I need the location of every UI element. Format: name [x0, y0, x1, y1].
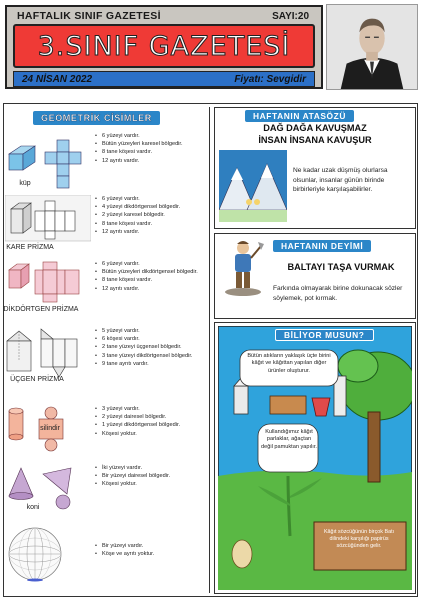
did-you-know-title: BİLİYOR MUSUN?	[275, 329, 374, 341]
masthead	[5, 5, 323, 89]
shape-fact: • 1 yüzeyi dikdörtgensel bölgedir.	[95, 421, 210, 429]
idiom-section-title: HAFTANIN DEYİMİ	[273, 240, 371, 252]
shape-facts	[95, 405, 210, 438]
issue-number: SAYI:20	[272, 11, 309, 22]
shape-fact: • Köşesi yoktur.	[95, 480, 210, 488]
shape-fact: • Bütün yüzeyleri dikdörtgensel bölgedir.	[95, 268, 210, 276]
shape-fact: • Köşe ve ayrıtı yoktur.	[95, 550, 210, 558]
newspaper-title: 3.SINIF GAZETESİ	[37, 30, 291, 62]
did-you-know-fact-1: Bütün atıkların yaklaşık üçte birini kâğıt ve kâğıttan yapılan diğer ürünler oluşturur.	[247, 353, 331, 374]
shape-facts	[95, 464, 210, 489]
shape-fact: • Bütün yüzeyleri karesel bölgedir.	[95, 140, 210, 148]
shape-facts	[95, 260, 210, 293]
shape-row-rectangular-prism	[5, 260, 210, 324]
did-you-know-section	[214, 322, 416, 594]
shape-name: silindir	[40, 425, 60, 432]
did-you-know-fact-2: Kullandığımız kâğıt parlaklar, ağaçtan değil pamuktan yapılır.	[261, 429, 317, 450]
shape-fact: • 8 tane köşesi vardır.	[95, 220, 210, 228]
shape-fact: • 6 yüzeyi vardır.	[95, 260, 210, 268]
shape-fact: • 6 köşesi vardır.	[95, 335, 210, 343]
shape-fact: • 12 ayrıtı vardır.	[95, 157, 210, 165]
shape-fact: • 2 yüzeyi dairesel bölgedir.	[95, 413, 210, 421]
cylinder-illustration	[5, 405, 91, 469]
shape-row-cylinder	[5, 405, 210, 469]
rectangular-prism-illustration	[5, 260, 91, 324]
shape-fact: • 12 ayrıtı vardır.	[95, 228, 210, 236]
shape-facts	[95, 327, 210, 368]
shape-row-square-prism	[5, 195, 210, 259]
shape-fact: • 2 yüzeyi karesel bölgedir.	[95, 211, 210, 219]
mountains-illustration	[219, 150, 287, 222]
proverb-line-2: İNSAN İNSANA KAVUŞUR	[258, 135, 372, 145]
shape-name: koni	[26, 504, 40, 511]
shape-fact: • 6 yüzeyi vardır.	[95, 132, 210, 140]
shape-fact: • Bir yüzeyi vardır.	[95, 542, 210, 550]
shape-row-triangular-prism	[5, 327, 210, 391]
shape-facts	[95, 195, 210, 236]
shape-fact: • 12 ayrıtı vardır.	[95, 285, 210, 293]
shape-name: KARE PRİZMA	[6, 244, 54, 251]
cone-illustration	[5, 464, 91, 528]
shape-row-cube	[5, 132, 210, 196]
shape-fact: • 3 tane yüzeyi dikdörtgensel bölgedir.	[95, 352, 210, 360]
shape-fact: • İki yüzeyi vardır.	[95, 464, 210, 472]
shape-fact: • 6 yüzeyi vardır.	[95, 195, 210, 203]
did-you-know-fact-3: Kâğıt sözcüğünün birçok Batı dilindeki karşılığı papirüs sözcüğünden gelir.	[323, 529, 395, 550]
masthead-footer	[13, 71, 315, 87]
title-band	[13, 24, 315, 68]
idiom-section	[214, 233, 416, 319]
proverb-section	[214, 107, 416, 229]
portrait-illustration	[327, 5, 417, 89]
sphere-illustration	[5, 524, 91, 588]
idiom-text: BALTAYI TAŞA VURMAK	[287, 262, 395, 272]
shape-fact: • 4 yüzeyi dikdörtgensel bölgedir.	[95, 203, 210, 211]
portrait-photo	[326, 4, 418, 90]
idiom-explanation: Farkında olmayarak birine dokunacak sözler söylemek, pot kırmak.	[273, 285, 403, 302]
shape-fact: • 5 yüzeyi vardır.	[95, 327, 210, 335]
shape-facts	[95, 542, 210, 558]
proverb-section-title: HAFTANIN ATASÖZÜ	[245, 110, 354, 122]
issue-date: 24 NİSAN 2022	[22, 73, 93, 85]
shape-fact: • 8 tane köşesi vardır.	[95, 276, 210, 284]
shape-name: ÜÇGEN PRİZMA	[10, 376, 64, 383]
geometry-section	[5, 107, 210, 593]
shape-fact: • Köşesi yoktur.	[95, 430, 210, 438]
shape-fact: • Bir yüzeyi dairesel bölgedir.	[95, 472, 210, 480]
shape-row-sphere	[5, 524, 210, 588]
geometry-section-title: GEOMETRİK CİSİMLER	[33, 111, 160, 125]
shape-fact: • 9 tane ayrıtı vardır.	[95, 360, 210, 368]
proverb-explanation: Ne kadar uzak düşmüş olurlarsa olsunlar, insanlar günün birinde birbirleriyle karşılaşabilirler.	[293, 167, 388, 194]
shape-facts	[95, 132, 210, 165]
shape-name: küp	[19, 180, 31, 187]
issue-price: Fiyatı: Sevgidir	[234, 73, 306, 85]
shape-row-cone	[5, 464, 210, 528]
woodcutter-illustration	[221, 238, 265, 296]
shape-fact: • 2 tane yüzeyi üçgensel bölgedir.	[95, 343, 210, 351]
shape-fact: • 8 tane köşesi vardır.	[95, 148, 210, 156]
shape-name: DİKDÖRTGEN PRİZMA	[3, 306, 79, 313]
masthead-subtitle: HAFTALIK SINIF GAZETESİ	[17, 10, 161, 22]
proverb-line-1: DAĞ DAĞA KAVUŞMAZ	[263, 123, 367, 133]
shape-fact: • 3 yüzeyi vardır.	[95, 405, 210, 413]
